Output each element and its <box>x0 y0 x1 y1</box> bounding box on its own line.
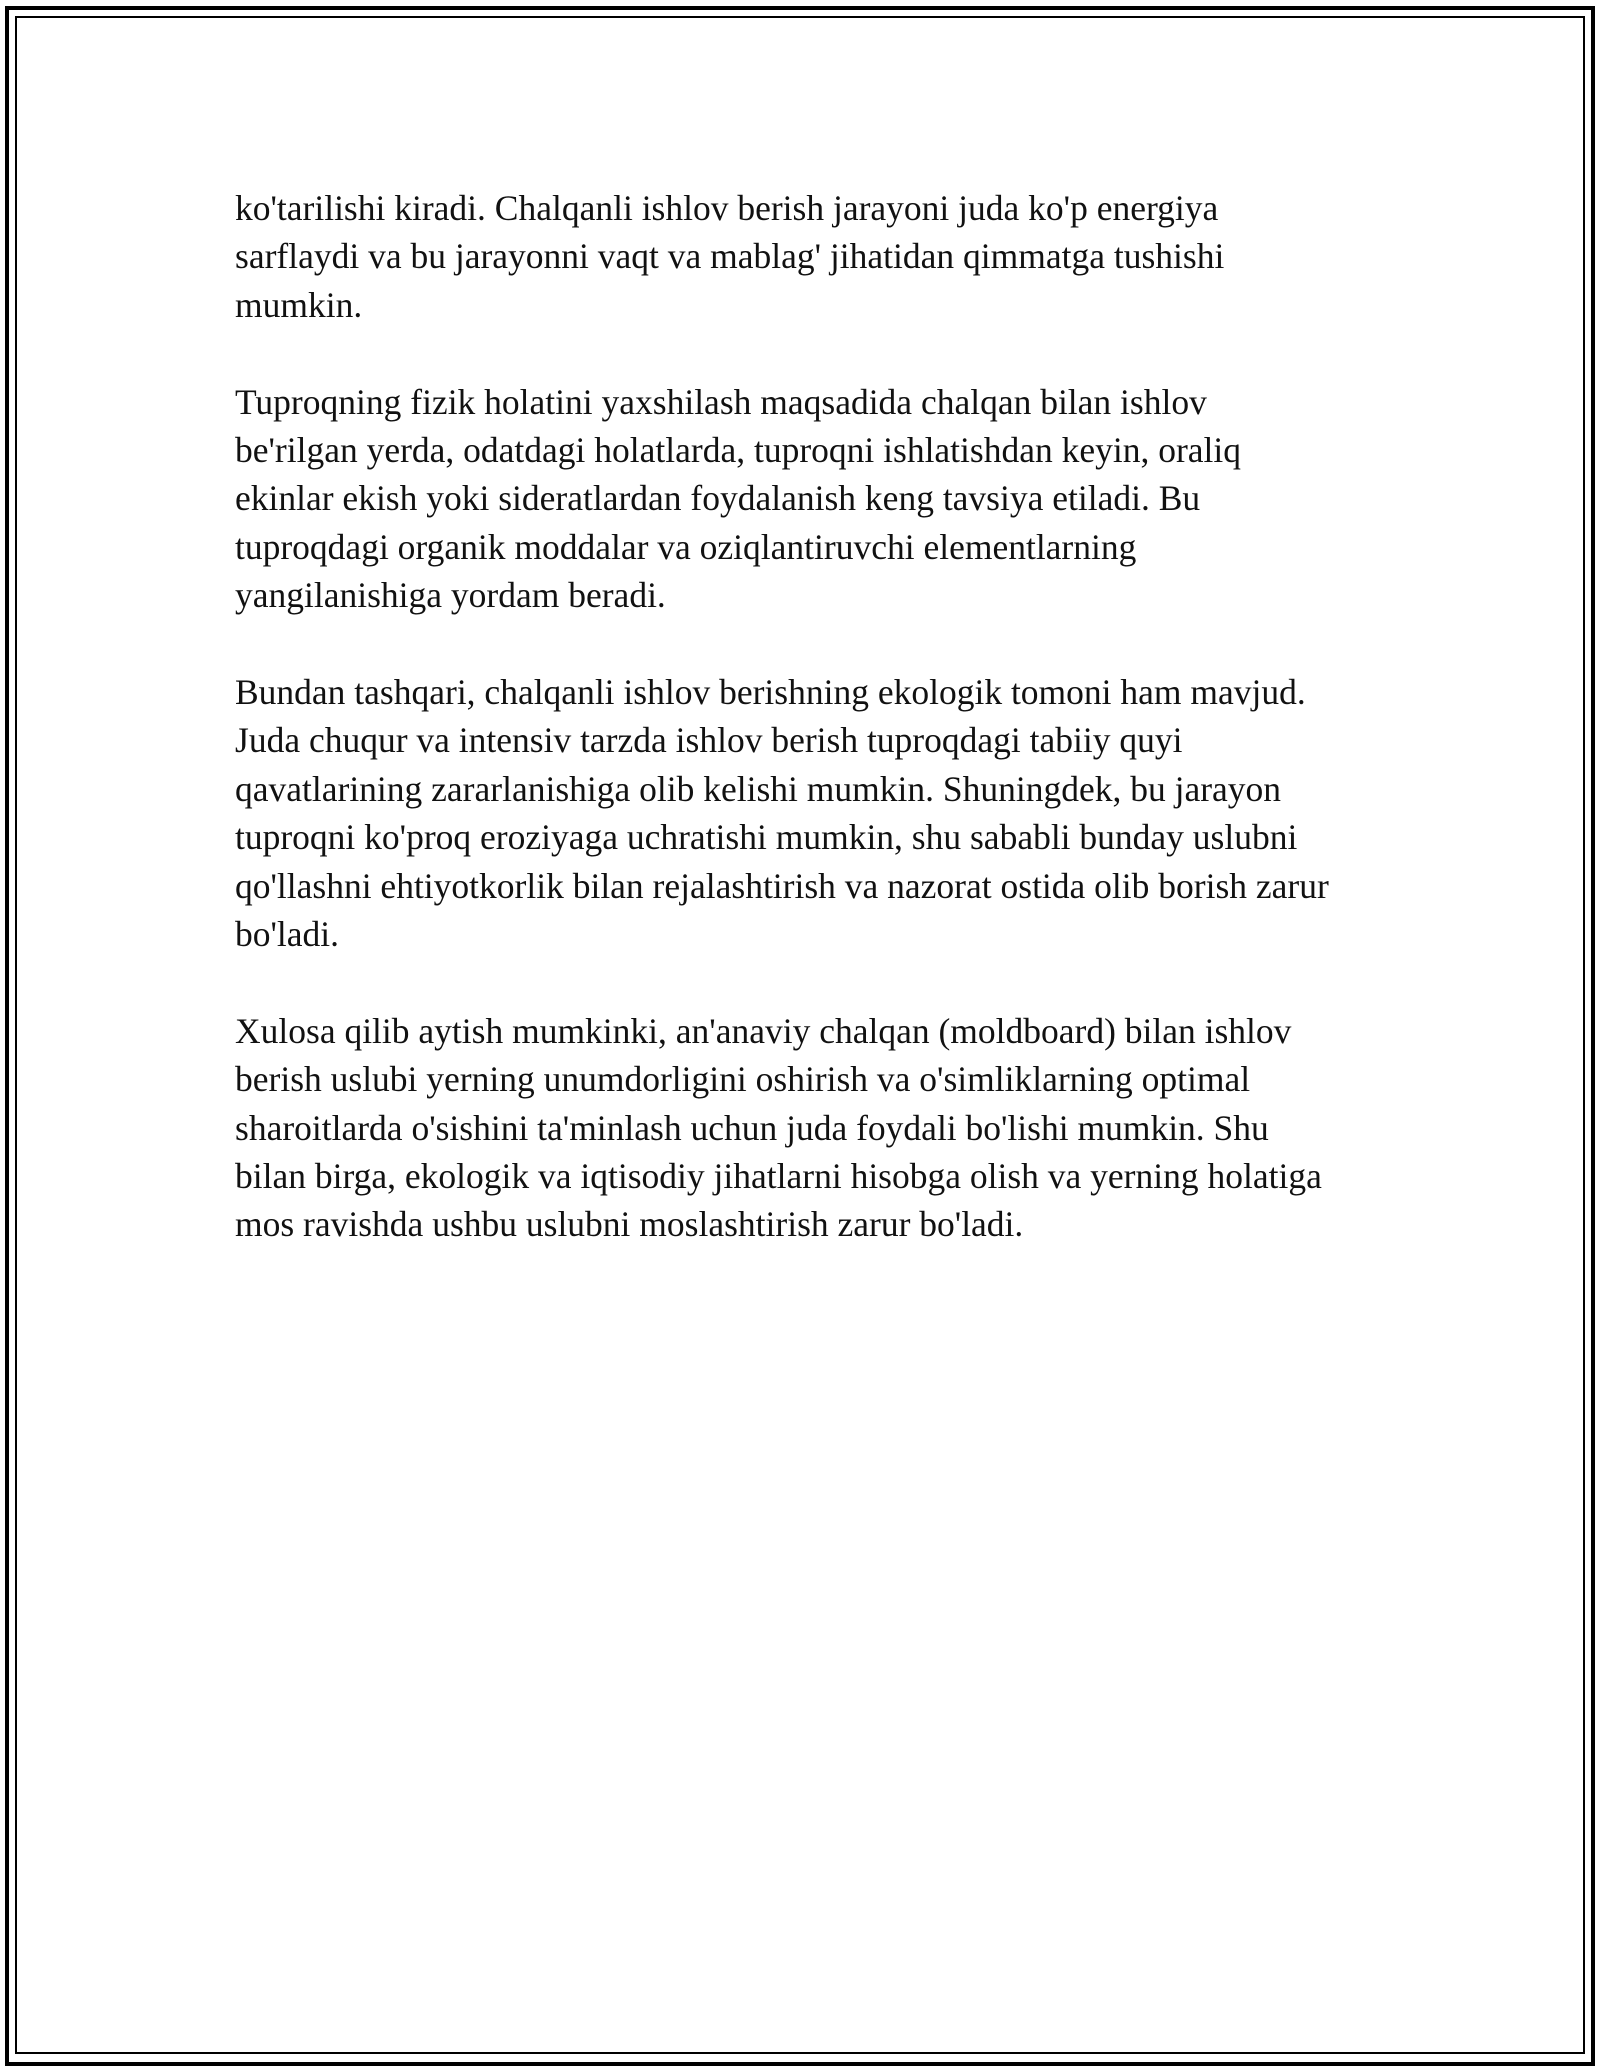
paragraph-4: Xulosa qilib aytish mumkinki, an'anaviy chalqan (moldboard) bilan ishlov berish uslubi yerning unumdorligini oshirish va o'simliklarning optimal sharoitlarda o'sishini ta'minlash uchun juda foydali bo'lishi mumkin. Shu bilan birga, ekologik va iqtisodiy jihatlarni hisobga olish va yerning holatiga mos ravishda ushbu uslubni moslashtirish zarur bo'ladi. <box>235 1010 1322 1245</box>
paragraph-3: Bundan tashqari, chalqanli ishlov berishning ekologik tomoni ham mavjud. Juda chuqur va intensiv tarzda ishlov berish tuproqdagi tabiiy quyi qavatlarining zararlanishiga olib kelishi mumkin. Shuningdek, bu jarayon tuproqni ko'proq eroziyaga uchratishi mumkin, shu sababli bunday uslubni qo'llashni ehtiyotkorlik bilan rejalashtirish va nazorat ostida olib borish zarur bo'ladi. <box>235 672 1329 955</box>
paragraph-1: ko'tarilishi kiradi. Chalqanli ishlov berish jarayoni juda ko'p energiya sarflaydi va bu jarayonni vaqt va mablag' jihatidan qimmatga tushishi mumkin. <box>235 188 1225 325</box>
paragraph-2: Tuproqning fizik holatini yaxshilash maqsadida chalqan bilan ishlov be'rilgan yerda, odatdagi holatlarda, tuproqni ishlatishdan keyin, oraliq ekinlar ekish yoki sideratlardan foydalanish keng tavsiya etiladi. Bu tuproqdagi organik moddalar va oziqlantiruvchi elementlarning yangilanishiga yordam beradi. <box>235 381 1242 616</box>
document-body <box>235 184 1385 1297</box>
